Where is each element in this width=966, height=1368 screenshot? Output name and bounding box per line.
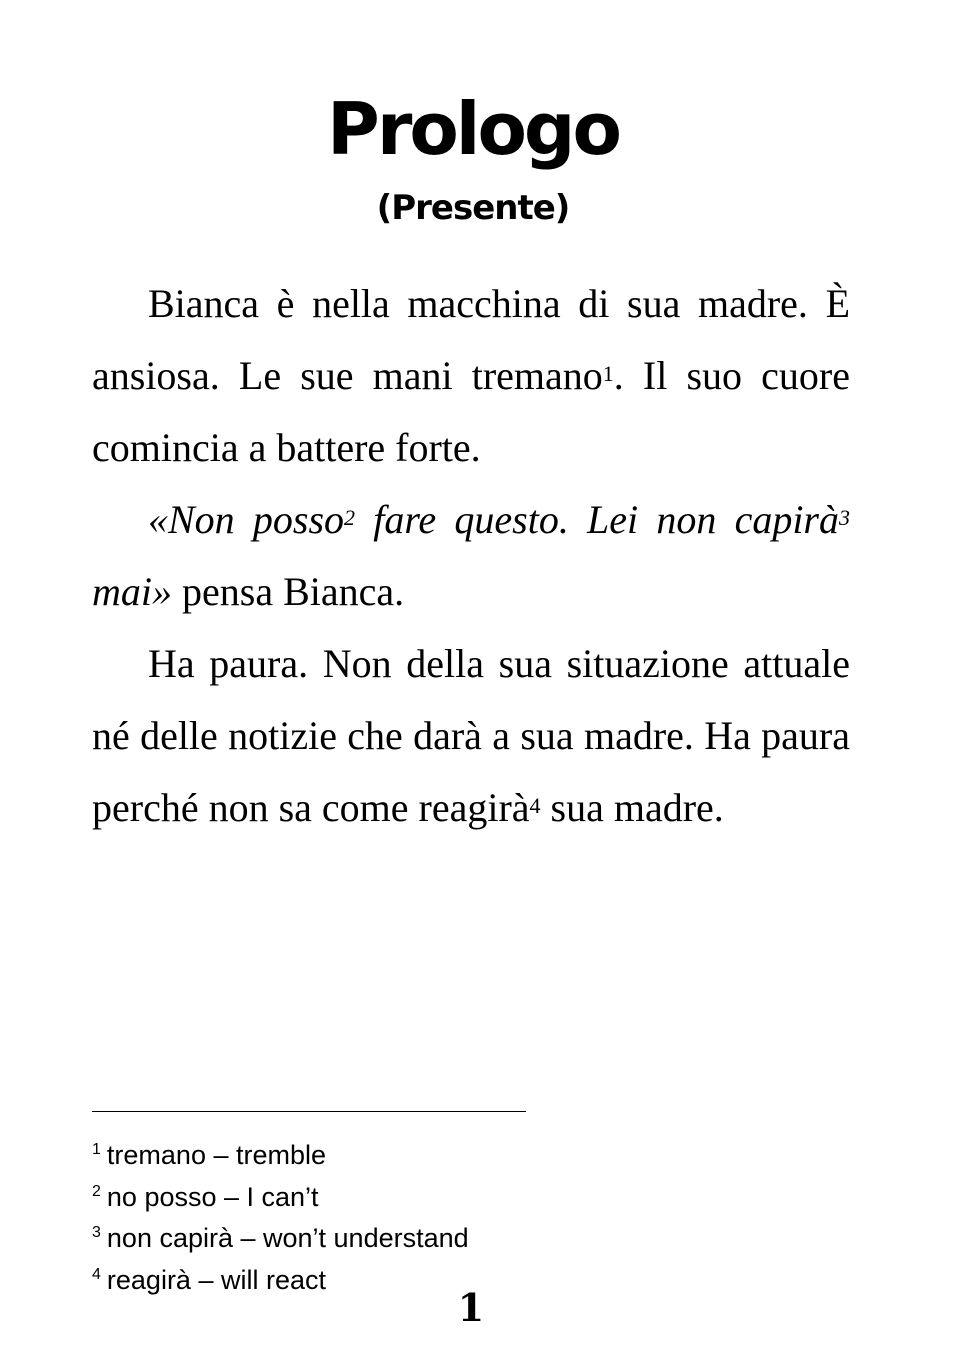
footnote-text: tremano – tremble xyxy=(106,1140,327,1170)
footnote-number: 2 xyxy=(92,1182,101,1200)
paragraph-2-text-d: pensa Bianca. xyxy=(172,569,405,614)
footnote-item xyxy=(92,1174,692,1216)
page-number: 1 xyxy=(457,1285,485,1330)
paragraph-1 xyxy=(92,268,850,484)
paragraph-3 xyxy=(92,628,850,844)
footnote-item xyxy=(92,1132,692,1174)
footnote-ref-2: 2 xyxy=(344,505,356,530)
footnote-number: 1 xyxy=(92,1141,101,1158)
footnote-text: reagirà – will react xyxy=(106,1264,326,1295)
footnote-ref-4: 4 xyxy=(529,793,541,818)
paragraph-3-text-b: sua madre. xyxy=(540,785,724,830)
paragraph-1-text-b: . Il suo cuore comincia a battere forte. xyxy=(92,353,850,470)
footnote-text: no posso – I can’t xyxy=(106,1181,319,1212)
footnote-number: 4 xyxy=(92,1265,101,1283)
footnote-ref-3: 3 xyxy=(839,505,851,530)
footnote-item xyxy=(92,1215,692,1257)
chapter-title: Prologo xyxy=(327,87,619,171)
footnotes xyxy=(92,1132,692,1298)
footnote-ref-1: 1 xyxy=(602,361,614,386)
footnote-number: 3 xyxy=(92,1224,101,1241)
paragraph-1-text-a: Bianca è nella macchina di sua madre. È ansiosa. Le sue mani tremano xyxy=(92,281,850,398)
paragraph-2-quote-c: mai» xyxy=(92,569,172,614)
footnote-divider xyxy=(92,1111,526,1112)
footnote-text: non capirà – won’t understand xyxy=(106,1223,469,1253)
paragraph-2-quote-b: fare questo. Lei non capirà xyxy=(355,497,840,542)
chapter-body xyxy=(92,268,850,844)
chapter-subtitle: (Presente) xyxy=(376,188,570,228)
paragraph-3-text-a: Ha paura. Non della sua situazione attuale né delle notizie che darà a sua madre. Ha paura perché non sa come reagirà xyxy=(92,641,850,830)
paragraph-2-quote-a: «Non posso xyxy=(148,497,345,542)
paragraph-2 xyxy=(92,484,850,628)
